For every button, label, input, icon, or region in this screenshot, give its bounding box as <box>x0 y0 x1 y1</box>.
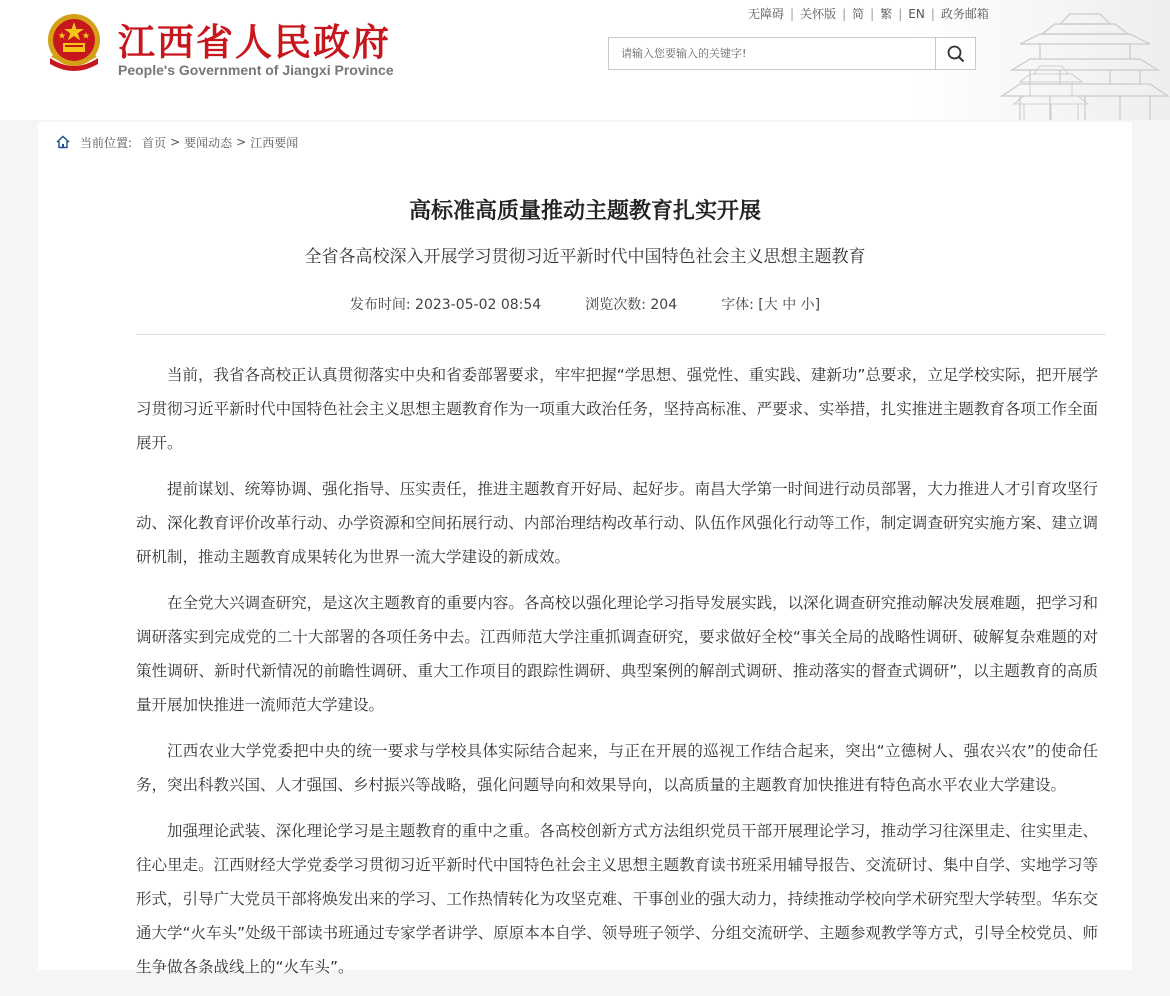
font-small-button[interactable]: 小 <box>800 297 815 313</box>
publish-info <box>350 294 541 314</box>
divider: | <box>790 7 795 21</box>
font-large-button[interactable]: 大 <box>763 297 778 313</box>
article-container <box>38 122 1132 976</box>
site-header <box>0 0 1170 120</box>
search-box <box>608 37 976 70</box>
bracket-open: [ <box>758 297 764 313</box>
site-subtitle: People's Government of Jiangxi Province <box>118 62 394 78</box>
small-pavilion-illustration <box>1010 62 1092 120</box>
divider: | <box>870 7 875 21</box>
article-paragraph: 加强理论武装、深化理论学习是主题教育的重中之重。各高校创新方式方法组织党员干部开展理论学习，推动学习往深里走、往实里走、往心里走。江西财经大学党委学习贯彻习近平新时代中国特色社会主义思想主题教育读书班采用辅导报告、交流研讨、集中自学、实地学习等形式，引导广大党员干部将焕发出来的学习、工作热情转化为攻坚克难、干事创业的强大动力，持续推动学校向学术研究型大学转型。华东交通大学“火车头”处级干部读书班通过专家学者讲学、原原本本自学、领导班子领学、分组交流研学、主题参观教学等方式，引导全校党员、师生争做各条战线上的“火车头”。 <box>136 822 1098 976</box>
divider: | <box>898 7 903 21</box>
accessibility-link[interactable]: 无障碍 <box>748 7 785 21</box>
top-links <box>748 4 989 24</box>
article-paragraph: 提前谋划、统筹协调、强化指导、压实责任，推进主题教育开好局、起好步。南昌大学第一时间进行动员部署，大力推进人才引育攻坚行动、深化教育评价改革行动、办学资源和空间拓展行动、内部治理结构改革行动、队伍作风强化行动等工作，制定调查研究实施方案、建立调研机制，推动主题教育成果转化为世界一流大学建设的新成效。 <box>136 480 1098 566</box>
national-emblem-icon <box>44 12 104 74</box>
breadcrumb-separator: > <box>170 135 181 149</box>
bracket-close: ] <box>814 297 821 313</box>
traditional-chinese-link[interactable]: 繁 <box>880 7 893 21</box>
divider <box>136 334 1106 335</box>
search-input[interactable] <box>609 38 937 69</box>
divider: | <box>842 7 847 21</box>
breadcrumb-label: 当前位置: <box>80 135 133 150</box>
font-size-control <box>721 294 820 314</box>
breadcrumb-jiangxi-news[interactable]: 江西要闻 <box>250 135 299 150</box>
breadcrumb-home[interactable]: 首页 <box>142 135 167 150</box>
simplified-chinese-link[interactable]: 简 <box>852 7 865 21</box>
english-link[interactable]: EN <box>908 7 925 21</box>
divider: | <box>930 7 935 21</box>
article-paragraph: 当前，我省各高校正认真贯彻落实中央和省委部署要求，牢牢把握“学思想、强党性、重实践、建新功”总要求，立足学校实际，把开展学习贯彻习近平新时代中国特色社会主义思想主题教育作为一项重大政治任务，坚持高标准、严要求、实举措，扎实推进主题教育各项工作全面展开。 <box>136 366 1098 452</box>
article-title: 高标准高质量推动主题教育扎实开展 <box>408 199 761 224</box>
views-label: 浏览次数: <box>585 297 646 313</box>
search-button[interactable] <box>935 38 975 69</box>
care-mode-link[interactable]: 关怀版 <box>800 7 837 21</box>
view-count <box>585 294 677 314</box>
breadcrumb-separator: > <box>236 135 247 149</box>
breadcrumb <box>56 132 298 152</box>
article-body <box>136 358 1098 996</box>
gov-mailbox-link[interactable]: 政务邮箱 <box>940 7 989 21</box>
font-medium-button[interactable]: 中 <box>782 297 797 313</box>
publish-time: 2023-05-02 08:54 <box>415 297 542 313</box>
search-icon <box>947 45 965 63</box>
article-paragraph: 在全党大兴调查研究，是这次主题教育的重要内容。各高校以强化理论学习指导发展实践，以深化调查研究推动解决发展难题，把学习和调研落实到完成党的二十大部署的各项任务中去。江西师范大学注重抓调查研究，要求做好全校“事关全局的战略性调研、破解复杂难题的对策性调研、新时代新情况的前瞻性调研、重大工作项目的跟踪性调研、典型案例的解剖式调研、推动落实的督查式调研”，以主题教育的高质量开展加快推进一流师范大学建设。 <box>136 594 1098 714</box>
home-icon[interactable] <box>56 135 70 149</box>
publish-label: 发布时间: <box>349 297 411 313</box>
breadcrumb-news[interactable]: 要闻动态 <box>184 135 233 150</box>
views-value: 204 <box>650 297 678 313</box>
article-meta <box>38 294 1132 314</box>
site-title[interactable]: 江西省人民政府 <box>118 20 391 64</box>
article-subtitle: 全省各高校深入开展学习贯彻习近平新时代中国特色社会主义思想主题教育 <box>304 247 866 267</box>
font-label: 字体: <box>721 297 754 313</box>
article-paragraph: 江西农业大学党委把中央的统一要求与学校具体实际结合起来，与正在开展的巡视工作结合起来，突出“立德树人、强农兴农”的使命任务，突出科教兴国、人才强国、乡村振兴等战略，强化问题导向和效果导向，以高质量的主题教育加快推进有特色高水平农业大学建设。 <box>136 742 1098 794</box>
